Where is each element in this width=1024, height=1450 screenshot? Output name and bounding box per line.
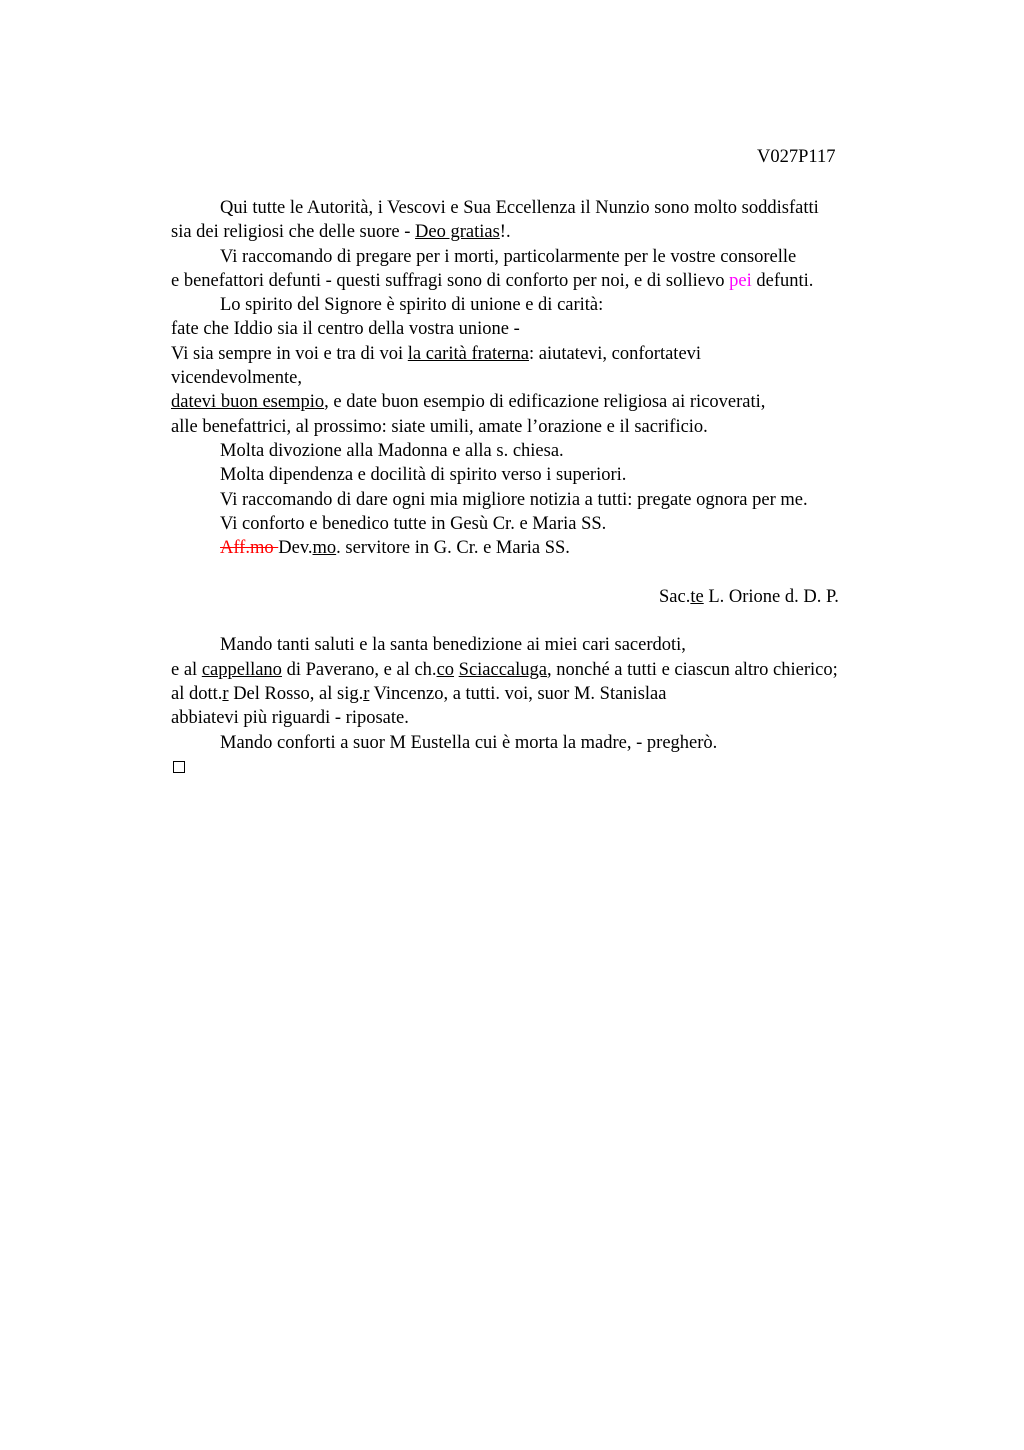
text-line xyxy=(171,633,971,657)
text-line xyxy=(171,439,971,463)
text-segment: r xyxy=(222,683,229,704)
text-segment: Vi conforto e benedico tutte in Gesù Cr. e Maria SS. xyxy=(220,513,607,534)
text-segment: Vi raccomando di pregare per i morti, particolarmente per le vostre consorelle xyxy=(220,246,797,267)
text-segment: e benefattori defunti - questi suffragi sono di conforto per noi, e di sollievo xyxy=(171,270,730,291)
text-segment: Sciaccaluga xyxy=(458,659,547,680)
text-segment: Lo spirito del Signore è spirito di unione e di carità: xyxy=(220,295,604,316)
text-line xyxy=(171,682,971,706)
text-segment: , e date buon esempio di edificazione religiosa ai ricoverati, xyxy=(324,392,766,413)
text-segment: abbiatevi più riguardi - riposate. xyxy=(171,708,409,729)
text-segment: e al xyxy=(171,659,202,680)
text-line xyxy=(171,706,971,730)
text-segment: pei xyxy=(729,270,752,291)
text-segment: te xyxy=(690,586,704,607)
text-segment: , nonché a tutti e ciascun altro chierico; xyxy=(547,659,838,680)
text-segment: cappellano xyxy=(201,659,282,680)
text-segment: sia dei religiosi che delle suore - xyxy=(171,222,416,243)
blank-line xyxy=(171,560,971,584)
text-segment: datevi buon esempio xyxy=(171,392,325,413)
text-segment: Vi raccomando di dare ogni mia migliore notizia a tutti: pregate ognora per me. xyxy=(220,489,808,510)
text-line xyxy=(171,269,971,293)
text-segment: di Paverano, e al ch. xyxy=(281,659,437,680)
blank-line xyxy=(171,609,971,633)
text-segment: Mando conforti a suor M Eustella cui è morta la madre, - pregherò. xyxy=(220,732,718,753)
text-line xyxy=(171,658,971,682)
text-line xyxy=(171,293,971,317)
checkbox-square-icon xyxy=(173,761,185,773)
text-segment: fate che Iddio sia il centro della vostra unione - xyxy=(171,319,520,340)
letter-body xyxy=(171,196,971,779)
text-segment: r xyxy=(363,683,370,704)
text-line xyxy=(171,415,971,439)
text-line xyxy=(171,366,971,390)
text-segment: defunti. xyxy=(751,270,814,291)
text-segment: alle benefattrici, al prossimo: siate umili, amate l’orazione e il sacrificio. xyxy=(171,416,708,437)
text-line xyxy=(171,536,971,560)
text-segment: vicendevolmente, xyxy=(171,368,302,389)
signature-line xyxy=(171,585,971,609)
text-line xyxy=(171,731,971,755)
text-segment: Sac. xyxy=(659,586,691,607)
document-reference: V027P117 xyxy=(757,147,836,167)
text-line xyxy=(171,512,971,536)
text-line xyxy=(171,390,971,414)
text-segment: Qui tutte le Autorità, i Vescovi e Sua Eccellenza il Nunzio sono molto soddisfatti xyxy=(220,198,819,218)
text-segment: . servitore in G. Cr. e Maria SS. xyxy=(336,538,570,559)
text-segment: Del Rosso, al sig. xyxy=(228,683,364,704)
text-line xyxy=(171,488,971,512)
text-segment: Vi sia sempre in voi e tra di voi xyxy=(171,343,408,364)
text-segment: co xyxy=(436,659,455,680)
text-segment: Dev. xyxy=(278,538,313,559)
checkbox-line xyxy=(171,755,971,779)
text-line xyxy=(171,245,971,269)
text-segment: !. xyxy=(499,222,511,243)
text-segment: Molta dipendenza e docilità di spirito verso i superiori. xyxy=(220,465,627,486)
text-segment: Aff.mo xyxy=(220,538,279,559)
text-line xyxy=(171,317,971,341)
text-segment: mo xyxy=(312,538,337,559)
text-segment: : aiutatevi, confortatevi xyxy=(528,343,702,364)
text-segment: la carità fraterna xyxy=(407,343,529,364)
text-segment: Deo gratias xyxy=(415,222,500,243)
text-segment: L. Orione d. D. P. xyxy=(703,586,839,607)
text-segment: Vincenzo, a tutti. voi, suor M. Stanislaa xyxy=(369,683,667,704)
text-line xyxy=(171,463,971,487)
text-line xyxy=(171,342,971,366)
text-line xyxy=(171,196,971,220)
text-segment: Mando tanti saluti e la santa benedizione ai miei cari sacerdoti, xyxy=(220,635,686,656)
text-segment: al dott. xyxy=(171,683,223,704)
text-segment: Molta divozione alla Madonna e alla s. chiesa. xyxy=(220,440,564,461)
text-line xyxy=(171,220,971,244)
